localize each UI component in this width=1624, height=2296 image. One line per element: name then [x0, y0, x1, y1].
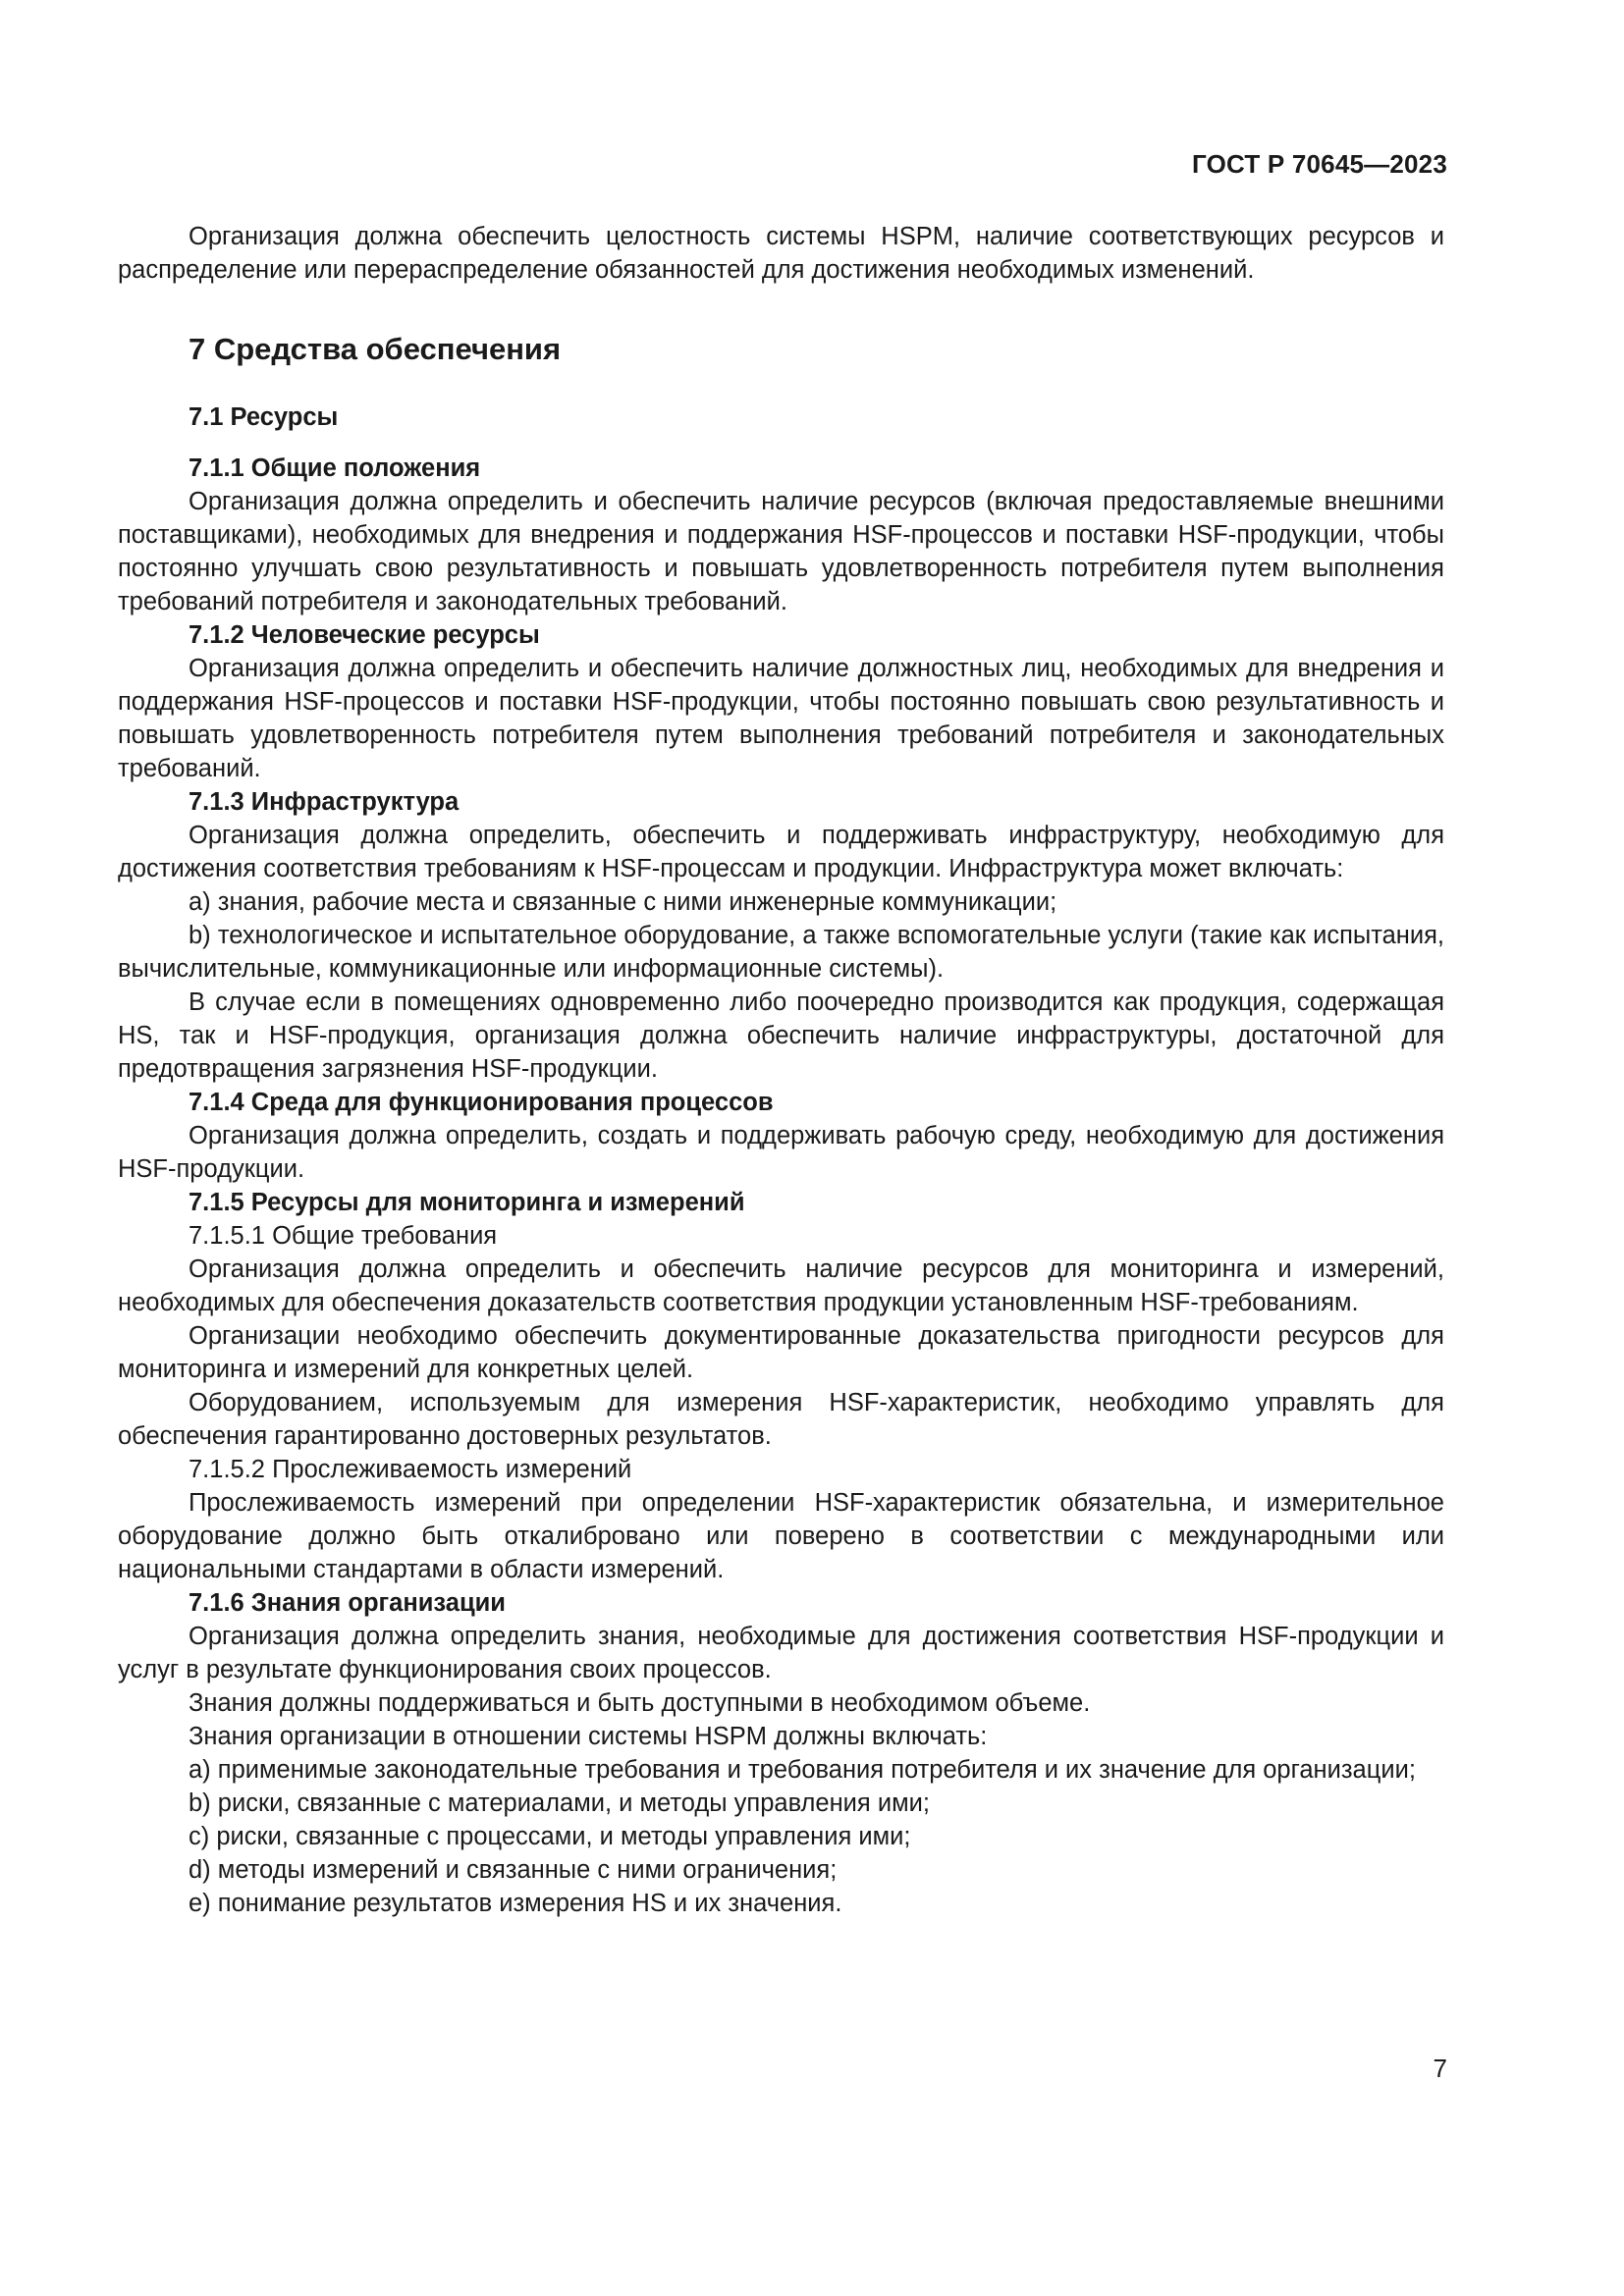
- heading-7-1-5: 7.1.5 Ресурсы для мониторинга и измерений: [189, 1189, 745, 1216]
- paragraph-7-1-1: Организация должна определить и обеспечить наличие ресурсов (включая предоставляемые внешними поставщиками), необходимых для внедрения и поддержания HSF-процессов и поставки HSF-продукции, чтобы постоянно улучшать свою результативность и повышать удовлетворенность потребителя путем выполнения требований потребителя и законодательных требований.: [118, 488, 1444, 615]
- paragraph-7-1-6b: Знания должны поддерживаться и быть доступными в необходимом объеме.: [189, 1689, 1091, 1717]
- heading-7-1-4: 7.1.4 Среда для функционирования процессов: [189, 1089, 774, 1116]
- heading-7-1-5-1: 7.1.5.1 Общие требования: [189, 1222, 498, 1250]
- paragraph-7-1-5-2: Прослеживаемость измерений при определении HSF-характеристик обязательна, и измерительное оборудование должно быть откалибровано или поверено в соответствии с международными или национальными стандартами в области измерений.: [118, 1489, 1444, 1583]
- heading-7-1-1: 7.1.1 Общие положения: [189, 454, 481, 482]
- heading-7-1-3: 7.1.3 Инфраструктура: [189, 788, 460, 816]
- paragraph-7-1-3: Организация должна определить, обеспечить и поддерживать инфраструктуру, необходимую для достижения соответствия требованиям к HSF-процессам и продукции. Инфраструктура может включать:: [118, 822, 1444, 882]
- list-item-label: a): [189, 888, 211, 916]
- list-item-label: b): [189, 1789, 211, 1817]
- page-number: 7: [1433, 2054, 1447, 2083]
- heading-7-1-2: 7.1.2 Человеческие ресурсы: [189, 621, 540, 649]
- list-item: [118, 1787, 1444, 1820]
- paragraph-7-1-5-1a: Организация должна определить и обеспечить наличие ресурсов для мониторинга и измерений, необходимых для обеспечения доказательств соответствия продукции установленным HSF-требованиям.: [118, 1255, 1444, 1316]
- list-item-text: методы измерений и связанные с ними ограничения;: [217, 1856, 838, 1884]
- list-item: [118, 1887, 1444, 1920]
- list-item-label: d): [189, 1856, 211, 1884]
- list-item-text: знания, рабочие места и связанные с ними инженерные коммуникации;: [217, 888, 1057, 916]
- list-item: [118, 885, 1444, 919]
- list-item-label: b): [189, 922, 211, 949]
- list-item-text: применимые законодательные требования и требования потребителя и их значение для организации;: [217, 1756, 1416, 1784]
- list-item: [118, 1753, 1444, 1787]
- paragraph-7-1-2: Организация должна определить и обеспечить наличие должностных лиц, необходимых для внедрения и поддержания HSF-процессов и поставки HSF-продукции, чтобы постоянно повышать свою результативность и повышать удовлетворенность потребителя путем выполнения требований потребителя и законодательных требований.: [118, 655, 1444, 782]
- list-item-label: e): [189, 1890, 211, 1917]
- paragraph-7-1-6a: Организация должна определить знания, необходимые для достижения соответствия HSF-продукции и услуг в результате функционирования своих процессов.: [118, 1623, 1444, 1683]
- page-body: [118, 220, 1444, 1920]
- list-item-label: a): [189, 1756, 211, 1784]
- paragraph-7-1-5-1b: Организации необходимо обеспечить документированные доказательства пригодности ресурсов для мониторинга и измерений для конкретных целей.: [118, 1322, 1444, 1383]
- paragraph-7-1-4: Организация должна определить, создать и поддерживать рабочую среду, необходимую для достижения HSF-продукции.: [118, 1122, 1444, 1183]
- list-item-text: риски, связанные с материалами, и методы управления ими;: [217, 1789, 930, 1817]
- list-item-text: технологическое и испытательное оборудование, а также вспомогательные услуги (такие как испытания, вычислительные, коммуникационные или информационные системы).: [118, 922, 1444, 983]
- paragraph-7-1-6c: Знания организации в отношении системы HSPM должны включать:: [189, 1723, 988, 1750]
- intro-paragraph: Организация должна обеспечить целостность системы HSPM, наличие соответствующих ресурсов и распределение или перераспределение обязанностей для достижения необходимых изменений.: [118, 223, 1444, 284]
- document-header: ГОСТ Р 70645—2023: [1192, 149, 1447, 179]
- knowledge-list: [118, 1753, 1444, 1920]
- section-title: 7 Средства обеспечения: [189, 332, 562, 366]
- list-item: [118, 1820, 1444, 1853]
- list-item: [118, 1853, 1444, 1887]
- subsection-title: 7.1 Ресурсы: [189, 403, 339, 431]
- paragraph-7-1-3-cont: В случае если в помещениях одновременно либо поочередно производится как продукция, содержащая HS, так и HSF-продукция, организация должна обеспечить наличие инфраструктуры, достаточной для предотвращения загрязнения HSF-продукции.: [118, 988, 1444, 1083]
- paragraph-7-1-5-1c: Оборудованием, используемым для измерения HSF-характеристик, необходимо управлять для обеспечения гарантированно достоверных результатов.: [118, 1389, 1444, 1450]
- heading-7-1-6: 7.1.6 Знания организации: [189, 1589, 506, 1617]
- list-item-text: понимание результатов измерения HS и их значения.: [217, 1890, 842, 1917]
- list-item-label: c): [189, 1823, 210, 1850]
- heading-7-1-5-2: 7.1.5.2 Прослеживаемость измерений: [189, 1456, 632, 1483]
- list-item: [118, 919, 1444, 986]
- list-item-text: риски, связанные с процессами, и методы управления ими;: [216, 1823, 911, 1850]
